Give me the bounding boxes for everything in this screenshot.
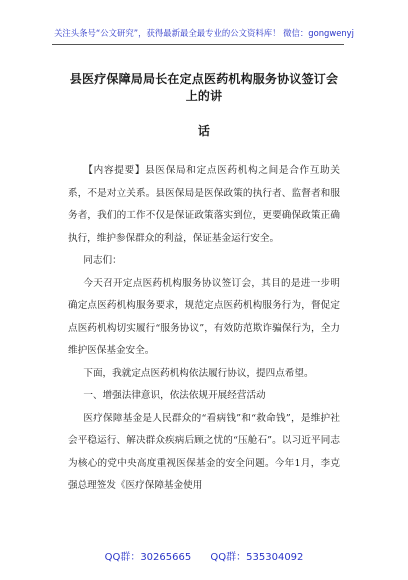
header-divider [52,44,344,45]
footer-contacts [0,548,408,563]
document-body [68,160,340,498]
document-title-line-1: 县医疗保障局局长在定点医药机构服务协议签订会上的讲 [69,72,339,103]
body-paragraph: 下面，我就定点医药机构依法履行协议，提四点希望。 [83,367,314,379]
footer-qq-group-1: QQ群：30265665 [104,552,192,563]
summary-paragraph: 【内容提要】县医保局和定点医药机构之间是合作互助关系，不是对立关系。县医保局是医保政策的执行者、监督者和服务者，我们的工作不仅是保证政策落实到位，更要确保政策正确执行，维护参保群众的利益，保证基金运行安全。 [68,165,340,244]
header-note: 关注头条号“公文研究”，获得最新最全最专业的公文资料库！ 微信：gongwenyj [54,28,354,38]
document-title-line-2: 话 [197,124,211,138]
body-paragraph: 今天召开定点医药机构服务协议签订会，其目的是进一步明确定点医药机构服务要求，规范定点医药机构服务行为，督促定点医药机构切实履行“服务协议”，有效防范欺诈骗保行为，全力维护医保基金安全。 [68,277,340,356]
body-paragraph: 医疗保障基金是人民群众的“看病钱”和“救命钱”，是维护社会平稳运行、解决群众疾病后顾之忧的“压舱石”。以习近平同志为核心的党中央高度重视医保基金的安全问题。今年1月，李克强总理签发《医疗保障基金使用 [68,412,340,491]
salutation: 同志们： [83,255,122,266]
section-heading: 一、增强法律意识，依法依规开展经营活动 [83,390,266,401]
footer-qq-group-2: QQ群：535304092 [210,552,304,563]
